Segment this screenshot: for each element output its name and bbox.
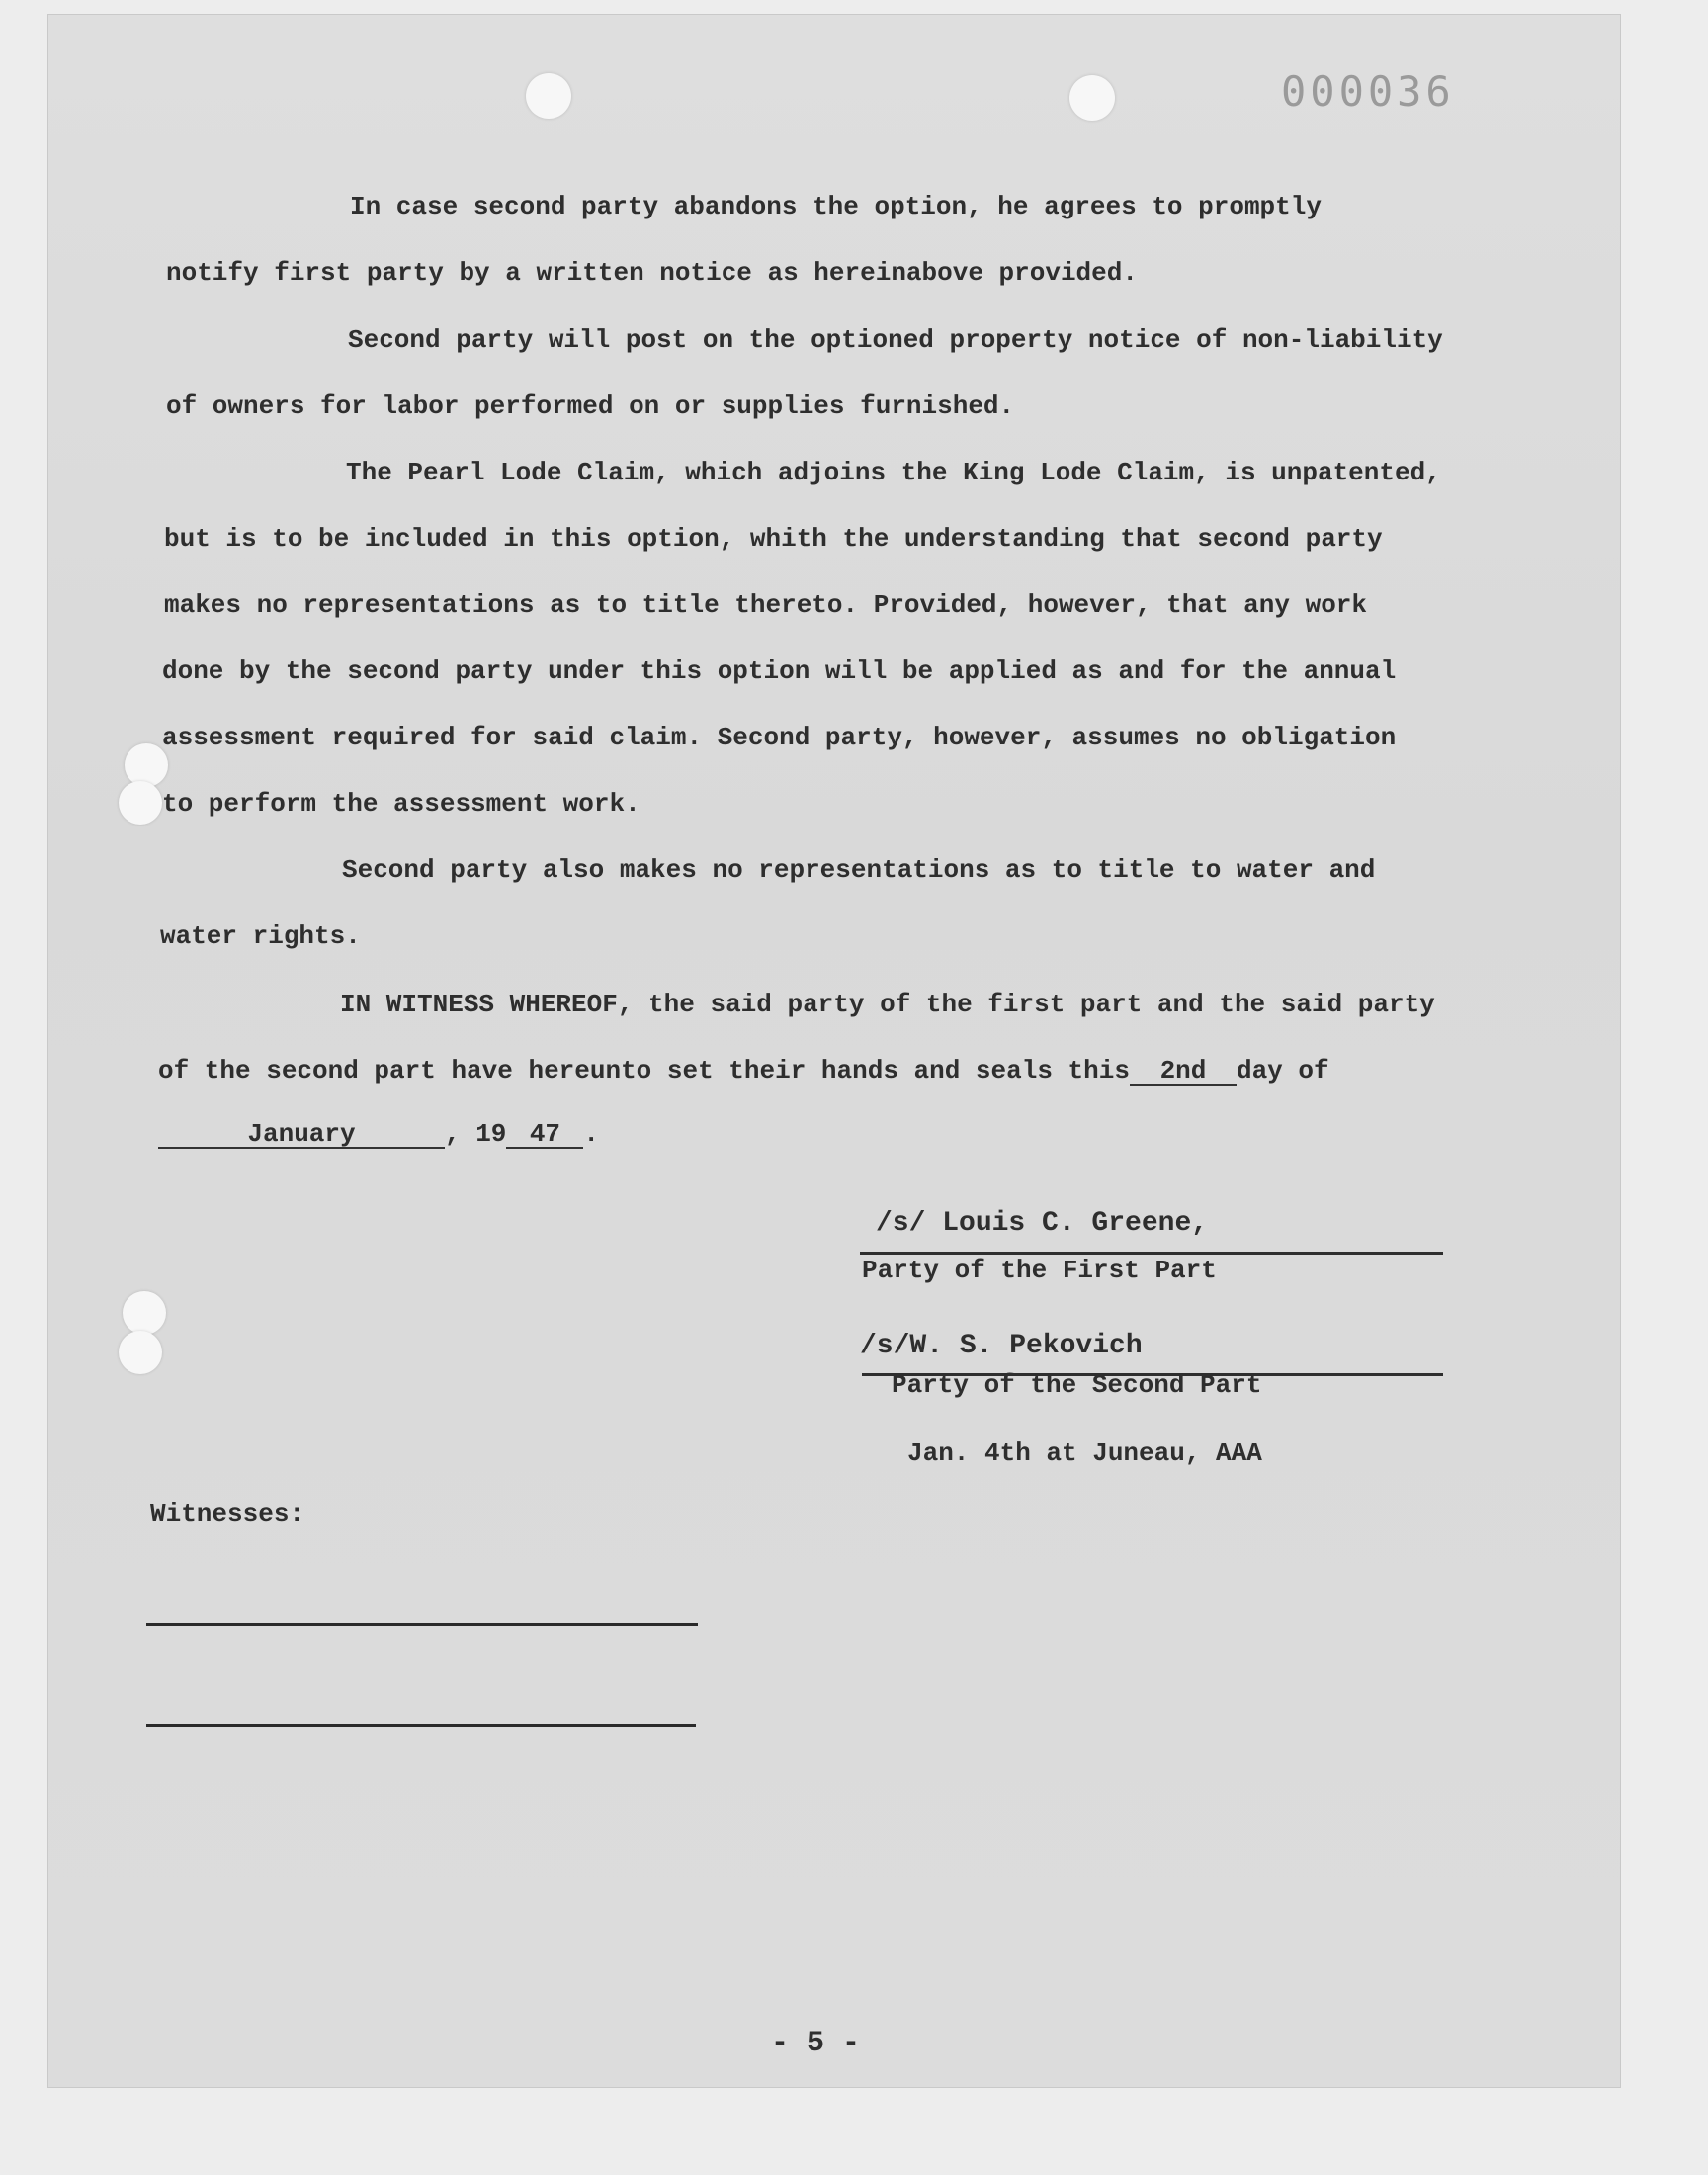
punch-hole-side-upper-b [119, 781, 162, 825]
punch-hole-top-left [526, 73, 571, 119]
day-blank: 2nd [1130, 1058, 1237, 1086]
witnesses-label: Witnesses: [150, 1499, 305, 1528]
paragraph-4-line-2: water rights. [160, 921, 361, 951]
year-blank: 47 [506, 1121, 583, 1149]
second-party-signature: /s/W. S. Pekovich [860, 1331, 1143, 1361]
punch-hole-top-right [1069, 75, 1115, 121]
punch-hole-side-lower-b [119, 1331, 162, 1374]
witness-clause-line-3 [158, 1121, 599, 1149]
first-party-signature-line [860, 1252, 1443, 1255]
witness-line-1 [146, 1623, 698, 1626]
paragraph-3-line-4: done by the second party under this option will be applied as and for the annual [162, 656, 1397, 686]
first-party-signature: /s/ Louis C. Greene, [876, 1208, 1209, 1239]
paragraph-3-line-5: assessment required for said claim. Second party, however, assumes no obligation [162, 723, 1397, 752]
paragraph-4-line-1: Second party also makes no representations as to title to water and [342, 855, 1376, 885]
year-prefix: , 19 [445, 1119, 507, 1149]
paragraph-3-line-2: but is to be included in this option, whith the understanding that second party [164, 524, 1383, 554]
paragraph-2-line-1: Second party will post on the optioned property notice of non-liability [348, 325, 1443, 355]
witness-clause-text: of the second part have hereunto set their hands and seals this [158, 1056, 1130, 1086]
paragraph-3-line-3: makes no representations as to title thereto. Provided, however, that any work [164, 590, 1367, 620]
witness-clause-line-2 [158, 1058, 1329, 1086]
paragraph-2-line-2: of owners for labor performed on or supplies furnished. [166, 392, 1015, 421]
paragraph-3-line-6: to perform the assessment work. [162, 789, 640, 819]
paragraph-3-line-1: The Pearl Lode Claim, which adjoins the King Lode Claim, is unpatented, [346, 458, 1441, 487]
first-party-label: Party of the First Part [862, 1256, 1217, 1285]
punch-hole-side-lower-a [123, 1291, 166, 1335]
second-party-label: Party of the Second Part [892, 1370, 1262, 1400]
month-blank: January [158, 1121, 445, 1149]
paragraph-1-line-1: In case second party abandons the option, he agrees to promptly [350, 192, 1322, 221]
paragraph-1-line-2: notify first party by a written notice as hereinabove provided. [166, 258, 1138, 288]
year-suffix: . [583, 1119, 600, 1149]
handwritten-date-note: Jan. 4th at Juneau, AAA [907, 1438, 1262, 1468]
document-number-stamp: 000036 [1281, 67, 1455, 116]
witness-clause-day-of: day of [1236, 1056, 1329, 1086]
page-number: - 5 - [771, 2027, 861, 2060]
witness-clause-line-1: IN WITNESS WHEREOF, the said party of the first part and the said party [340, 990, 1435, 1019]
witness-line-2 [146, 1724, 696, 1727]
